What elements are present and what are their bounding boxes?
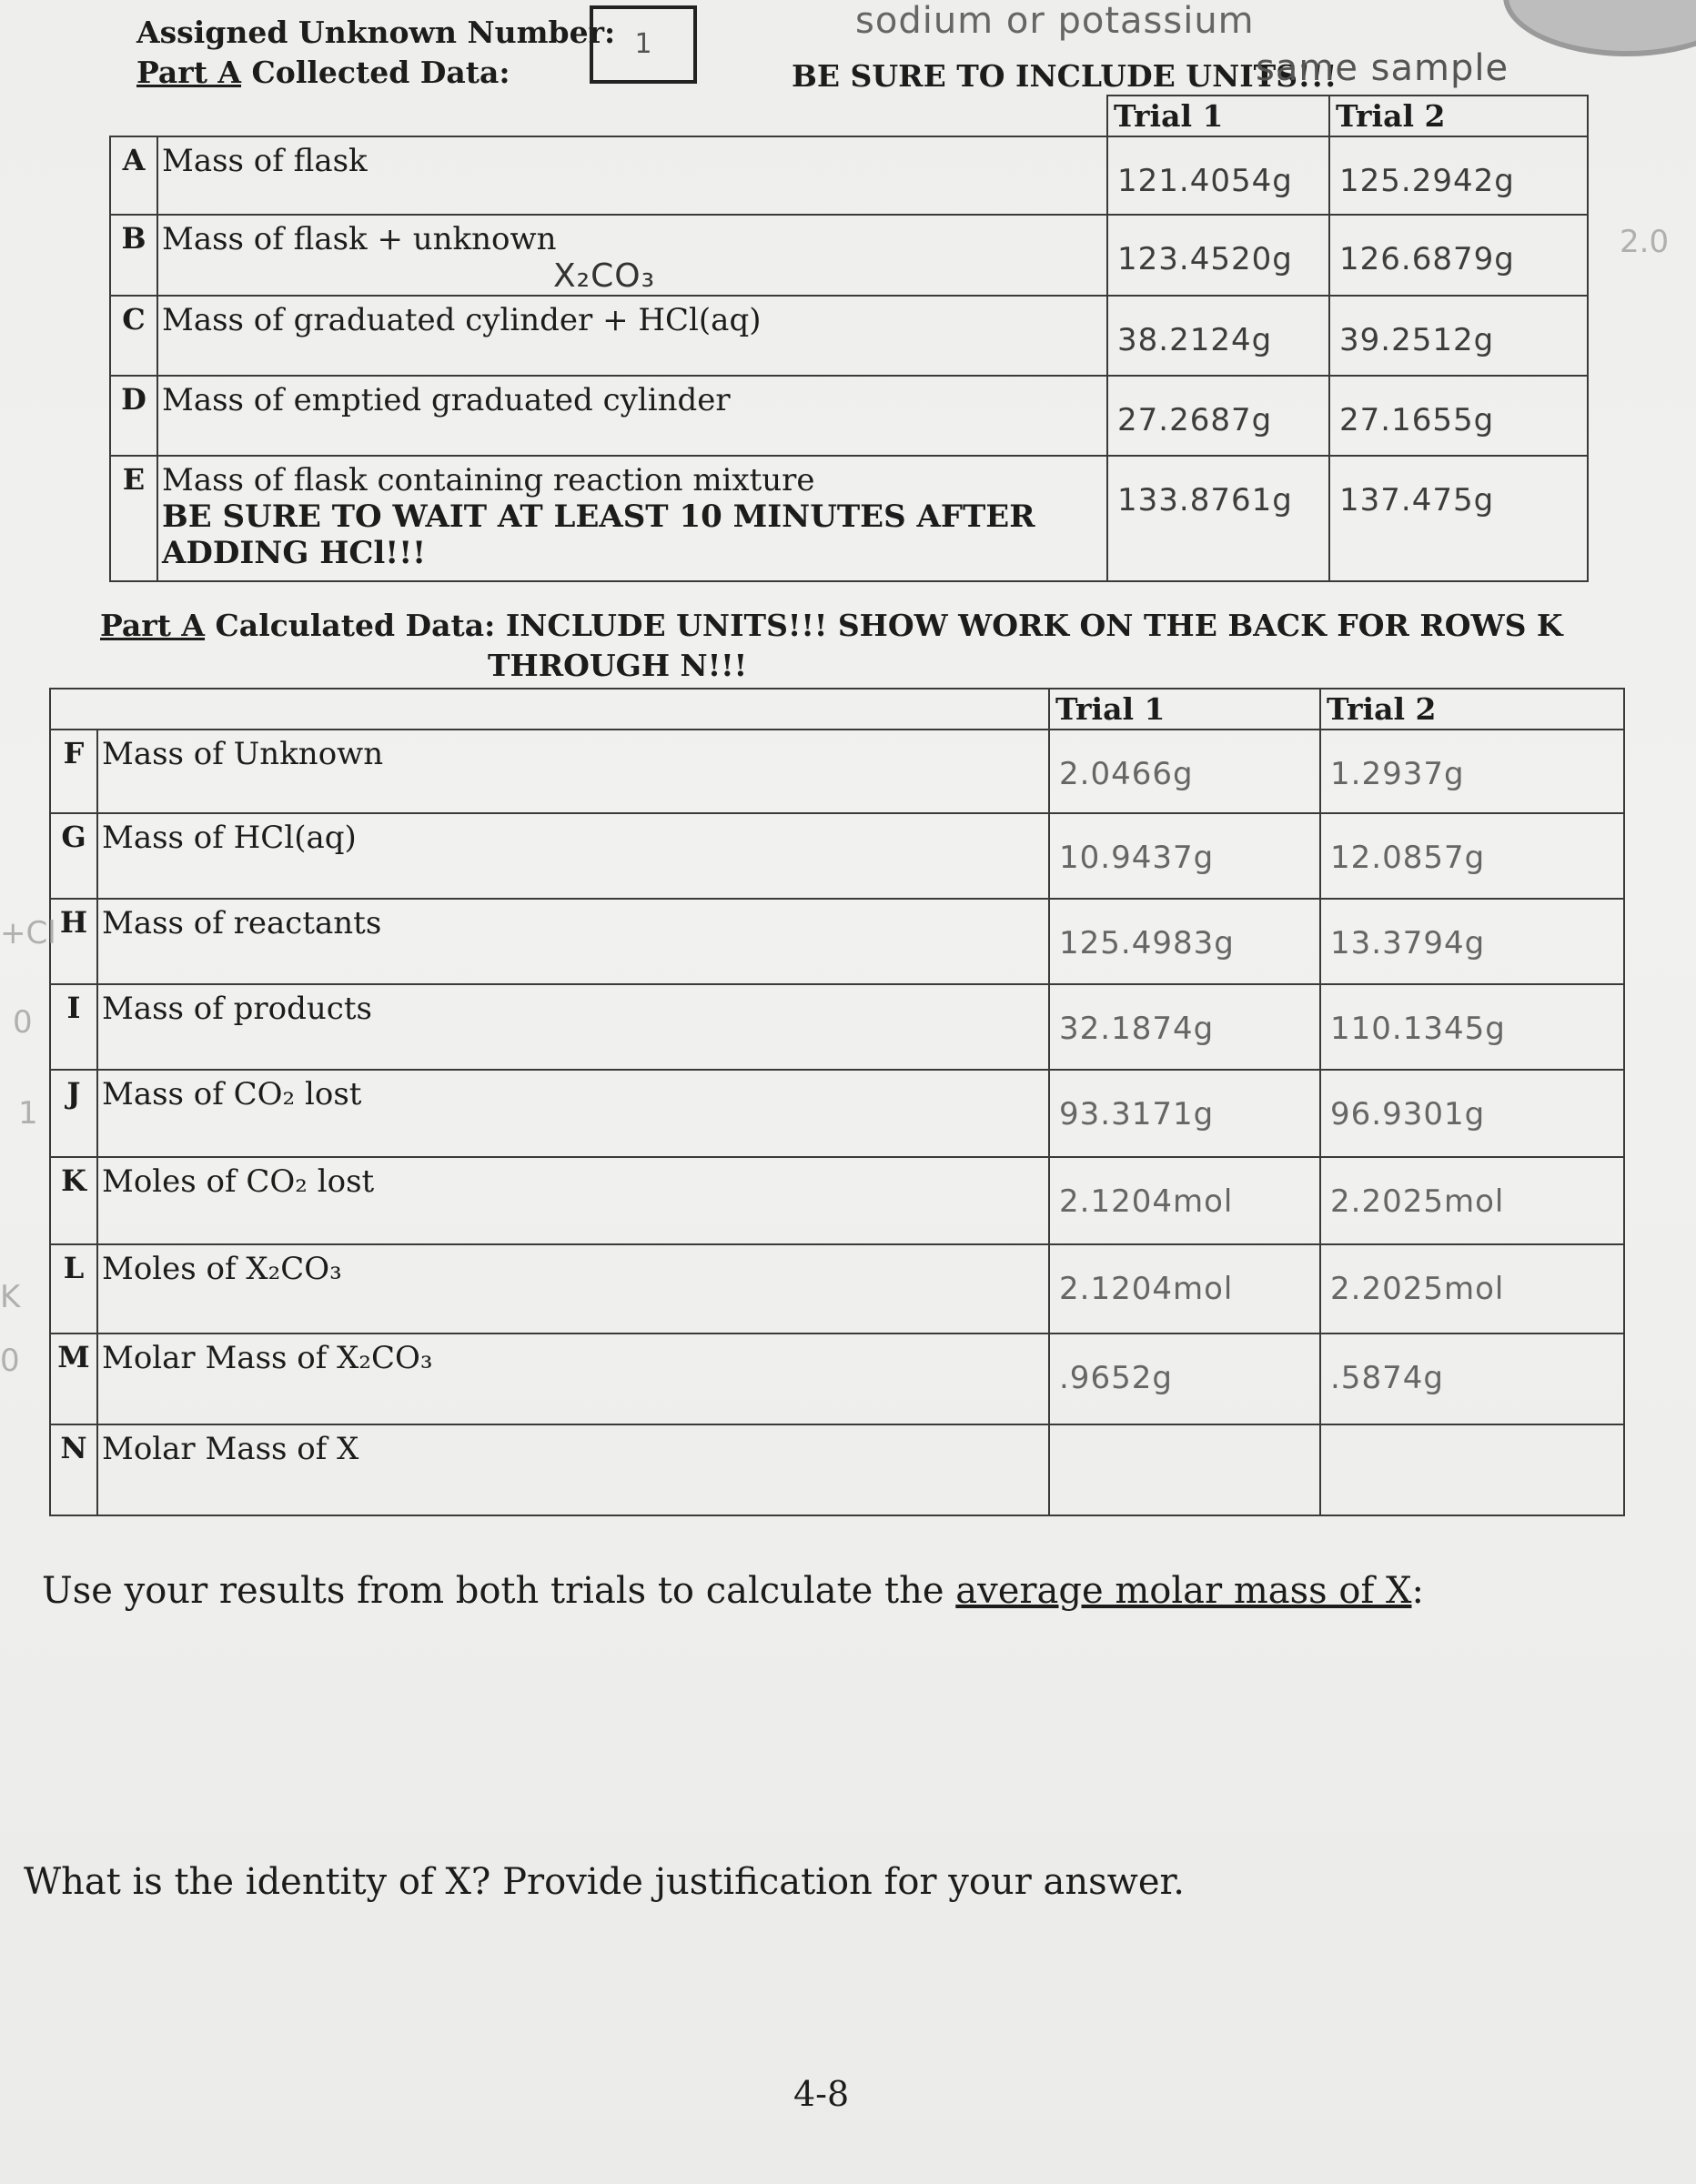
- table-row: [110, 376, 1588, 456]
- table-row: [50, 1070, 1624, 1157]
- trial1-value: 38.2124g: [1107, 296, 1329, 376]
- trial1-value: 121.4054g: [1107, 136, 1329, 215]
- row-label: Moles of X₂CO₃: [97, 1244, 1049, 1334]
- trial2-value: 1.2937g: [1320, 730, 1624, 813]
- table-row: [110, 215, 1588, 296]
- table-row: [50, 1157, 1624, 1244]
- row-letter: J: [50, 1070, 97, 1157]
- trial1-value: 27.2687g: [1107, 376, 1329, 456]
- margin-mark: 0: [0, 1343, 20, 1379]
- collected-trial2-header: Trial 2: [1329, 96, 1588, 136]
- row-label: Molar Mass of X₂CO₃: [97, 1334, 1049, 1424]
- collected-trial1-header: Trial 1: [1107, 96, 1329, 136]
- row-label: Mass of HCl(aq): [97, 813, 1049, 899]
- row-label: Mass of CO₂ lost: [97, 1070, 1049, 1157]
- row-letter: H: [50, 899, 97, 984]
- trial1-value: .9652g: [1049, 1334, 1320, 1424]
- margin-mark: +Cl: [0, 915, 56, 951]
- row-label: Mass of flask: [157, 136, 1107, 215]
- trial2-value: 110.1345g: [1320, 984, 1624, 1070]
- assigned-unknown-box: 1: [590, 5, 697, 84]
- table-row: [50, 1334, 1624, 1424]
- calculated-data-table: [49, 688, 1625, 1516]
- header-spacer: [110, 96, 1107, 136]
- wait-warning: BE SURE TO WAIT AT LEAST 10 MINUTES AFTER ADDING HCl!!!: [162, 498, 1035, 571]
- trial2-value: 13.3794g: [1320, 899, 1624, 984]
- table-row: [50, 899, 1624, 984]
- trial2-value: 125.2942g: [1329, 136, 1588, 215]
- row-label: Mass of reactants: [97, 899, 1049, 984]
- trial1-value: 93.3171g: [1049, 1070, 1320, 1157]
- part-a-collected-heading: Part A Collected Data:: [136, 55, 510, 90]
- trial1-value: 10.9437g: [1049, 813, 1320, 899]
- margin-mark: 2.0: [1620, 224, 1670, 260]
- part-a-calculated-heading: Part A Calculated Data: INCLUDE UNITS!!! SHOW WORK ON THE BACK FOR ROWS K: [100, 608, 1563, 643]
- row-letter: L: [50, 1244, 97, 1334]
- row-letter: N: [50, 1424, 97, 1515]
- row-letter: K: [50, 1157, 97, 1244]
- trial2-value: 96.9301g: [1320, 1070, 1624, 1157]
- row-letter: C: [110, 296, 157, 376]
- trial2-value: 2.2025mol: [1320, 1244, 1624, 1334]
- trial2-value: 27.1655g: [1329, 376, 1588, 456]
- margin-mark: 1: [18, 1095, 38, 1132]
- row-letter: B: [110, 215, 157, 296]
- row-letter: A: [110, 136, 157, 215]
- row-label: Mass of flask + unknown X₂CO₃: [157, 215, 1107, 296]
- table-row: [50, 1244, 1624, 1334]
- trial1-value: 2.0466g: [1049, 730, 1320, 813]
- trial2-value: 137.475g: [1329, 456, 1588, 581]
- margin-mark: K: [0, 1279, 21, 1315]
- trial1-value: 2.1204mol: [1049, 1244, 1320, 1334]
- margin-mark: 0: [13, 1004, 33, 1041]
- row-letter: I: [50, 984, 97, 1070]
- calculated-trial2-header: Trial 2: [1320, 689, 1624, 730]
- page-number: 4-8: [793, 2074, 850, 2114]
- row-letter: E: [110, 456, 157, 581]
- units-warning: BE SURE TO INCLUDE UNITS!!!: [792, 58, 1338, 94]
- row-letter: G: [50, 813, 97, 899]
- trial1-value: 123.4520g: [1107, 215, 1329, 296]
- question-identity-of-x: What is the identity of X? Provide justification for your answer.: [24, 1861, 1185, 1903]
- trial1-value: [1049, 1424, 1320, 1515]
- row-label: Mass of flask containing reaction mixture BE SURE TO WAIT AT LEAST 10 MINUTES AFTER ADDING HCl!!!: [157, 456, 1107, 581]
- calculated-trial1-header: Trial 1: [1049, 689, 1320, 730]
- row-letter: M: [50, 1334, 97, 1424]
- table-row: [110, 296, 1588, 376]
- row-letter: D: [110, 376, 157, 456]
- trial2-value: 39.2512g: [1329, 296, 1588, 376]
- header-spacer: [50, 689, 1049, 730]
- row-label: Mass of Unknown: [97, 730, 1049, 813]
- handwritten-formula-note: X₂CO₃: [553, 257, 655, 295]
- part-a-calculated-heading-line2: THROUGH N!!!: [488, 648, 748, 683]
- table-row: [50, 1424, 1624, 1515]
- object-corner: [1503, 0, 1696, 56]
- row-label: Molar Mass of X: [97, 1424, 1049, 1515]
- trial1-value: 125.4983g: [1049, 899, 1320, 984]
- trial1-value: 133.8761g: [1107, 456, 1329, 581]
- row-label: Moles of CO₂ lost: [97, 1157, 1049, 1244]
- table-row: [110, 456, 1588, 581]
- trial1-value: 2.1204mol: [1049, 1157, 1320, 1244]
- row-label: Mass of graduated cylinder + HCl(aq): [157, 296, 1107, 376]
- collected-data-table: [109, 95, 1589, 582]
- trial2-value: 126.6879g: [1329, 215, 1588, 296]
- trial2-value: 12.0857g: [1320, 813, 1624, 899]
- table-row: [50, 813, 1624, 899]
- trial2-value: 2.2025mol: [1320, 1157, 1624, 1244]
- row-label: Mass of emptied graduated cylinder: [157, 376, 1107, 456]
- question-average-molar-mass: Use your results from both trials to calculate the average molar mass of X:: [42, 1570, 1424, 1612]
- handwritten-same-sample: same sample: [1256, 47, 1509, 89]
- trial1-value: 32.1874g: [1049, 984, 1320, 1070]
- trial2-value: .5874g: [1320, 1334, 1624, 1424]
- table-row: [50, 984, 1624, 1070]
- trial2-value: [1320, 1424, 1624, 1515]
- row-letter: F: [50, 730, 97, 813]
- table-row: [110, 136, 1588, 215]
- handwritten-note-top: sodium or potassium: [855, 0, 1255, 42]
- assigned-unknown-label: Assigned Unknown Number:: [136, 15, 616, 50]
- row-label: Mass of products: [97, 984, 1049, 1070]
- table-row: [50, 730, 1624, 813]
